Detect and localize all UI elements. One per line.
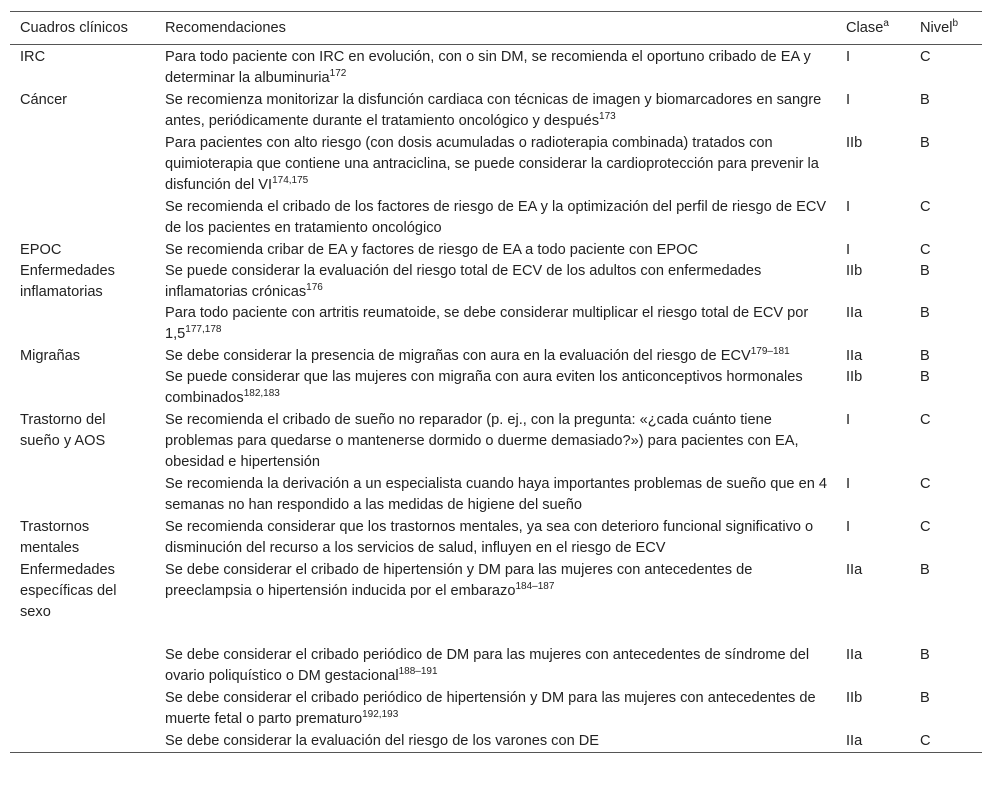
level-cell: B — [920, 348, 930, 364]
condition-cell — [10, 474, 155, 517]
recommendation-cell — [155, 517, 836, 560]
recommendation-text: Para pacientes con alto riesgo (con dosis acumuladas o radioterapia combinada) tratados con quimioterapia que contiene una antraciclina, se puede considerar la cardioprotección para prevenir la disfunción del VI — [165, 135, 819, 193]
reference-superscript: 172 — [329, 68, 347, 80]
recommendation-text: Se puede considerar que las mujeres con migraña con aura eviten los anticonceptivos hormonales combinados — [165, 369, 803, 406]
level-cell: C — [920, 49, 931, 65]
condition-cell: IRC — [20, 49, 46, 65]
table-row — [10, 645, 982, 688]
table-row — [10, 517, 982, 560]
condition-cell: Trastornos mentales — [20, 519, 90, 556]
recommendation-cell — [155, 560, 836, 645]
header-conditions: Cuadros clínicos — [10, 12, 155, 45]
recommendation-cell — [155, 47, 836, 90]
class-cell: I — [846, 519, 851, 535]
level-cell: B — [920, 135, 930, 151]
table-row — [10, 731, 982, 753]
recommendation-cell — [155, 303, 836, 346]
reference-superscript: 177,178 — [185, 324, 222, 336]
recommendation-text: Se recomienda cribar de EA y factores de riesgo de EA a todo paciente con EPOC — [165, 242, 698, 258]
level-cell: B — [920, 690, 930, 706]
table-row — [10, 560, 982, 645]
header-class: Clase$^a$ — [836, 12, 910, 45]
table-row — [10, 303, 982, 346]
class-cell: IIb — [846, 369, 863, 385]
recommendation-text: Se debe considerar la presencia de migrañas con aura en la evaluación del riesgo de ECV — [165, 348, 751, 364]
level-cell: B — [920, 369, 930, 385]
level-cell: C — [910, 731, 982, 753]
class-cell: I — [846, 199, 851, 215]
level-cell: B — [920, 263, 930, 279]
reference-superscript: 192,193 — [362, 709, 399, 721]
reference-superscript: 174,175 — [272, 175, 309, 187]
reference-superscript: 173 — [599, 111, 616, 123]
class-cell: IIa — [836, 731, 910, 753]
condition-cell: Enfermedades inflamatorias — [20, 263, 115, 300]
level-cell: B — [920, 562, 930, 578]
table-row — [10, 410, 982, 474]
condition-cell — [10, 645, 155, 688]
condition-cell — [10, 731, 155, 753]
class-cell: IIb — [846, 690, 863, 706]
level-cell: B — [920, 92, 930, 108]
condition-cell — [10, 303, 155, 346]
recommendation-cell — [155, 410, 836, 474]
table-header — [10, 12, 982, 45]
table-row — [10, 47, 982, 90]
header-row — [10, 12, 982, 45]
level-cell: B — [920, 305, 930, 321]
level-cell: B — [920, 647, 930, 663]
recommendation-cell — [155, 90, 836, 133]
class-cell: I — [846, 476, 851, 492]
recommendation-cell — [155, 645, 836, 688]
recommendation-text: Se debe considerar la evaluación del riesgo de los varones con DE — [165, 733, 600, 749]
class-cell: I — [846, 92, 851, 108]
table-row — [10, 688, 982, 731]
header-level: Nivel$^b$ — [910, 12, 982, 45]
recommendation-text: Para todo paciente con artritis reumatoide, se debe considerar multiplicar el riesgo total de ECV por 1,5 — [165, 305, 809, 342]
condition-cell — [10, 367, 155, 410]
recommendation-cell — [155, 197, 836, 240]
condition-cell — [10, 133, 155, 197]
table-row — [10, 240, 982, 261]
table-body — [10, 45, 982, 753]
reference-superscript: 176 — [306, 282, 323, 294]
level-cell: C — [920, 412, 931, 428]
reference-superscript: 182,183 — [243, 388, 280, 400]
table-row — [10, 90, 982, 133]
table-row — [10, 367, 982, 410]
reference-superscript: 179–181 — [750, 346, 790, 358]
recommendation-cell — [155, 688, 836, 731]
class-cell: IIb — [846, 263, 863, 279]
recommendation-cell — [155, 731, 836, 753]
level-cell: C — [920, 242, 931, 258]
recommendation-text: Se recomienda considerar que los trastornos mentales, ya sea con deterioro funcional significativo o disminución del recurso a los servicios de salud, influyen en el riesgo de ECV — [165, 519, 814, 556]
condition-cell: Enfermedades específicas del sexo — [20, 562, 117, 620]
table-row — [10, 261, 982, 303]
class-cell: I — [846, 49, 851, 65]
table-row — [10, 346, 982, 367]
recommendation-cell — [155, 133, 836, 197]
reference-superscript: 184–187 — [515, 581, 555, 593]
header-recommendations: Recomendaciones — [155, 12, 836, 45]
recommendation-text: Se debe considerar el cribado periódico de hipertensión y DM para las mujeres con antecedentes de muerte fetal o parto prematuro — [165, 690, 816, 727]
class-cell: IIa — [846, 647, 863, 663]
class-cell: I — [846, 242, 851, 258]
condition-cell — [10, 197, 155, 240]
recommendation-text: Se debe considerar el cribado periódico de DM para las mujeres con antecedentes de síndrome del ovario poliquístico o DM gestacional — [165, 647, 810, 684]
header-level-footnote: b — [952, 17, 958, 29]
table-row — [10, 133, 982, 197]
recommendation-text: Se puede considerar la evaluación del riesgo total de ECV de los adultos con enfermedades inflamatorias crónicas — [165, 263, 762, 300]
recommendation-text: Se debe considerar el cribado de hipertensión y DM para las mujeres con antecedentes de preeclampsia o hipertensión inducida por el embarazo — [165, 562, 753, 599]
recommendation-cell — [155, 261, 836, 303]
header-class-footnote: a — [883, 17, 889, 29]
condition-cell: Cáncer — [20, 92, 68, 108]
reference-superscript: 188–191 — [398, 666, 438, 678]
recommendation-text: Se recomienda el cribado de sueño no reparador (p. ej., con la pregunta: «¿cada cuánto tiene problemas para quedarse o mantenerse dormido o duerme demasiado?») para pacientes con EA, obesidad e hipertensión — [165, 412, 799, 470]
recommendation-text: Para todo paciente con IRC en evolución, con o sin DM, se recomienda el oportuno cribado de EA y determinar la albuminuria — [165, 49, 811, 86]
class-cell: IIa — [846, 305, 863, 321]
condition-cell: EPOC — [20, 242, 62, 258]
condition-cell — [10, 688, 155, 731]
recommendation-cell — [155, 346, 836, 367]
table-row — [10, 474, 982, 517]
level-cell: C — [920, 199, 931, 215]
recommendation-text: Se recomienda el cribado de los factores de riesgo de EA y la optimización del perfil de riesgo de ECV de los pacientes en tratamiento oncológico — [165, 199, 827, 236]
recommendations-table — [10, 11, 982, 753]
condition-cell: Trastorno del sueño y AOS — [20, 412, 106, 449]
recommendation-cell — [155, 367, 836, 410]
recommendation-text: Se recomienza monitorizar la disfunción cardiaca con técnicas de imagen y biomarcadores en sangre antes, periódicamente durante el tratamiento oncológico y después — [165, 92, 822, 129]
table-row — [10, 197, 982, 240]
class-cell: I — [846, 412, 851, 428]
condition-cell: Migrañas — [20, 348, 81, 364]
recommendation-cell — [155, 240, 836, 261]
class-cell: IIb — [846, 135, 863, 151]
level-cell: C — [920, 519, 931, 535]
class-cell: IIa — [846, 562, 863, 578]
class-cell: IIa — [846, 348, 863, 364]
level-cell: C — [920, 476, 931, 492]
recommendation-cell — [155, 474, 836, 517]
recommendation-text: Se recomienda la derivación a un especialista cuando haya importantes problemas de sueño que en 4 semanas no han respondido a las medidas de higiene del sueño — [165, 476, 828, 513]
